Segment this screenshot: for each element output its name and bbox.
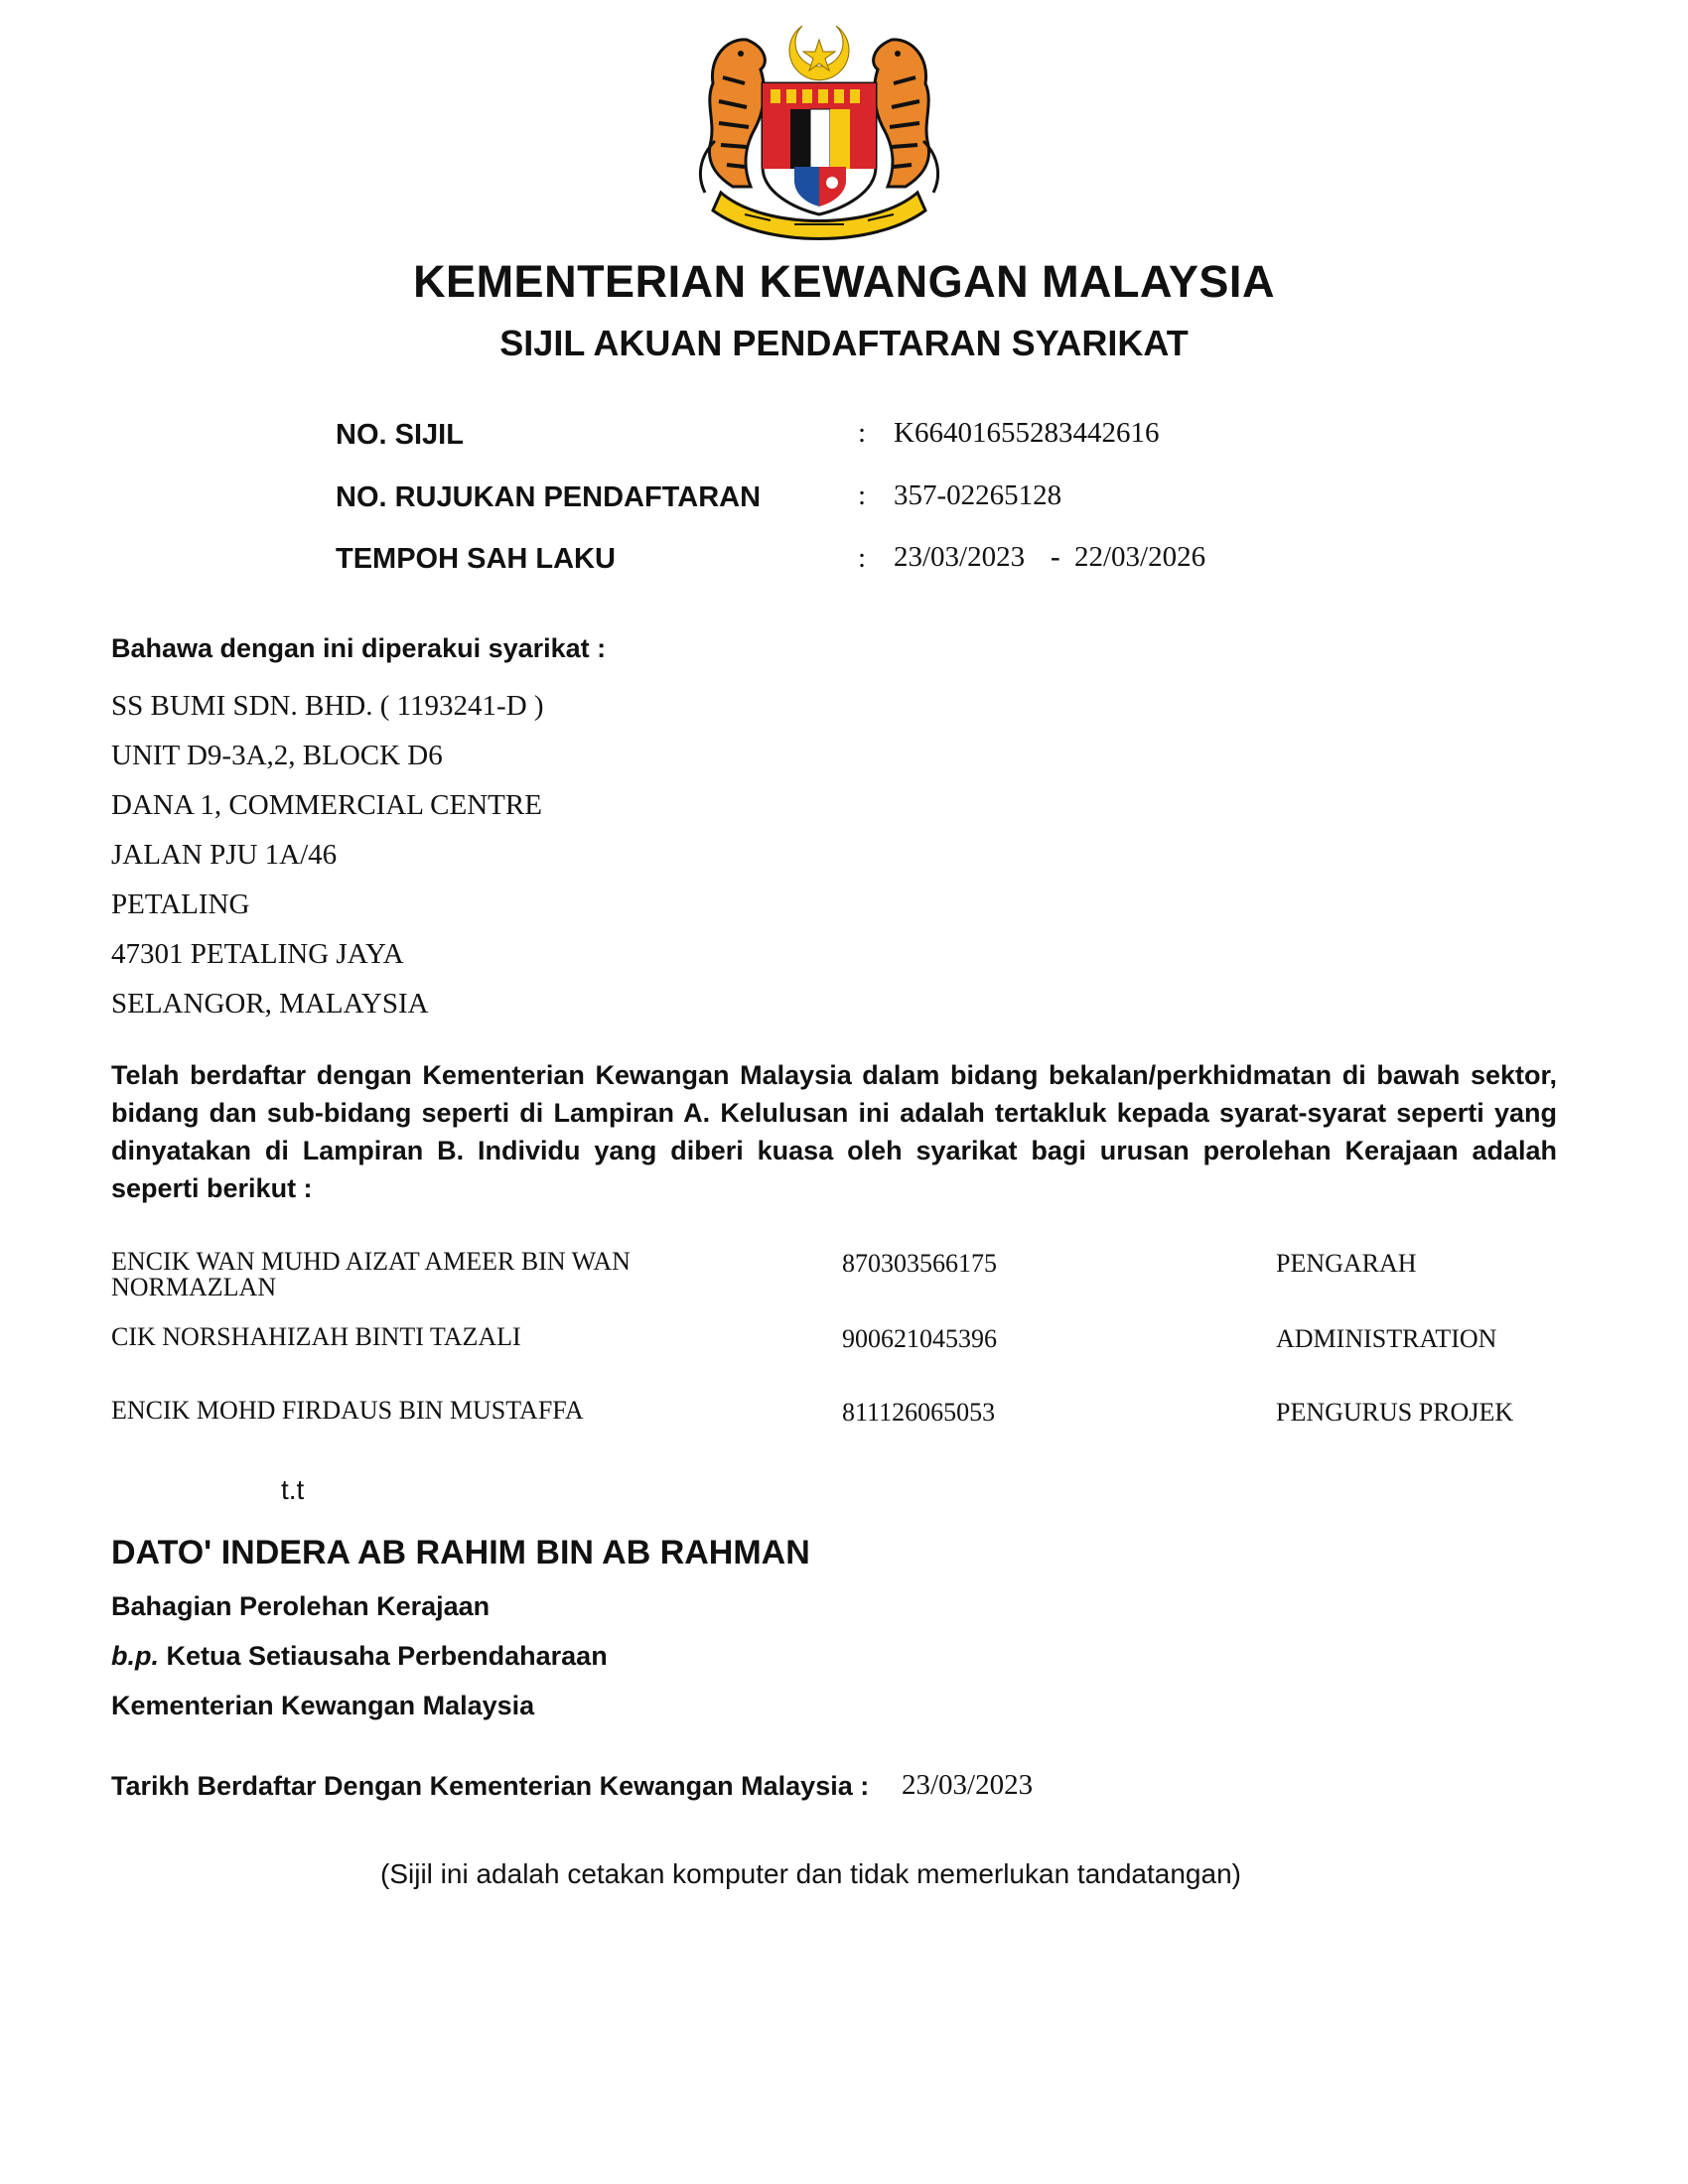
person-role: PENGURUS PROJEK [1276, 1398, 1514, 1427]
malaysia-coat-of-arms-icon [675, 18, 963, 241]
no-sijil-value: K66401655283442616 [894, 417, 1160, 449]
address-line-6: SELANGOR, MALAYSIA [111, 988, 429, 1020]
registration-date-label: Tarikh Berdaftar Dengan Kementerian Kewangan Malaysia : [111, 1771, 870, 1801]
person-role: PENGARAH [1276, 1249, 1417, 1278]
rujukan-label: NO. RUJUKAN PENDAFTARAN [336, 481, 762, 513]
signatory-ministry: Kementerian Kewangan Malaysia [111, 1691, 535, 1720]
person-ic-number: 900621045396 [842, 1324, 997, 1353]
ministry-title: KEMENTERIAN KEWANGAN MALAYSIA [413, 256, 1275, 307]
computer-print-note: (Sijil ini adalah cetakan komputer dan tidak memerlukan tandatangan) [380, 1858, 1241, 1889]
certificate-title: SIJIL AKUAN PENDAFTARAN SYARIKAT [499, 323, 1189, 363]
registration-date-value: 23/03/2023 [902, 1769, 1034, 1801]
tt-mark: t.t [281, 1474, 305, 1505]
address-line-5: 47301 PETALING JAYA [111, 938, 404, 970]
tempoh-label: TEMPOH SAH LAKU [336, 543, 616, 575]
signatory-name: DATO' INDERA AB RAHIM BIN AB RAHMAN [111, 1534, 810, 1571]
tempoh-dash: - [1051, 541, 1060, 573]
person-ic-number: 870303566175 [842, 1249, 997, 1278]
person-name-line-1: ENCIK WAN MUHD AIZAT AMEER BIN WAN [111, 1247, 631, 1276]
address-line-2: DANA 1, COMMERCIAL CENTRE [111, 789, 542, 821]
crescent-star-icon [789, 26, 849, 80]
signatory-division: Bahagian Perolehan Kerajaan [111, 1591, 491, 1621]
bp-abbreviation: b.p. [111, 1641, 159, 1671]
left-tiger-icon [700, 40, 765, 193]
person-role: ADMINISTRATION [1276, 1324, 1497, 1353]
registration-paragraph: Telah berdaftar dengan Kementerian Kewangan Malaysia dalam bidang bekalan/perkhidmatan di bawah sektor, bidang dan sub-bidang seperti di Lampiran A. Kelulusan ini adalah tertakluk kepada syarat-syarat seperti yang dinyatakan di Lampiran B. Individu yang diberi kuasa oleh syarikat bagi urusan perolehan Kerajaan adalah seperti berikut : [111, 1060, 1557, 1203]
rujukan-value: 357-02265128 [894, 479, 1062, 511]
tempoh-end: 22/03/2026 [1074, 541, 1206, 573]
rujukan-colon: : [858, 479, 867, 511]
address-line-4: PETALING [111, 888, 250, 920]
person-name-line-2: NORMAZLAN [111, 1273, 277, 1301]
company-name: SS BUMI SDN. BHD. ( 1193241-D ) [111, 690, 544, 722]
person-ic-number: 811126065053 [842, 1398, 996, 1427]
on-behalf-of: Ketua Setiausaha Perbendaharaan [166, 1641, 608, 1671]
no-sijil-colon: : [858, 417, 867, 449]
signatory-on-behalf-line [111, 1641, 608, 1672]
address-line-1: UNIT D9-3A,2, BLOCK D6 [111, 740, 443, 771]
shield-icon [763, 83, 876, 214]
certify-intro: Bahawa dengan ini diperakui syarikat : [111, 633, 607, 663]
tempoh-start: 23/03/2023 [894, 541, 1026, 573]
right-tiger-icon [874, 40, 938, 193]
no-sijil-label: NO. SIJIL [336, 419, 464, 451]
person-name: CIK NORSHAHIZAH BINTI TAZALI [111, 1322, 521, 1351]
tempoh-colon: : [858, 542, 867, 574]
person-name: ENCIK MOHD FIRDAUS BIN MUSTAFFA [111, 1396, 584, 1425]
address-line-3: JALAN PJU 1A/46 [111, 839, 338, 871]
person-name [111, 1249, 747, 1300]
